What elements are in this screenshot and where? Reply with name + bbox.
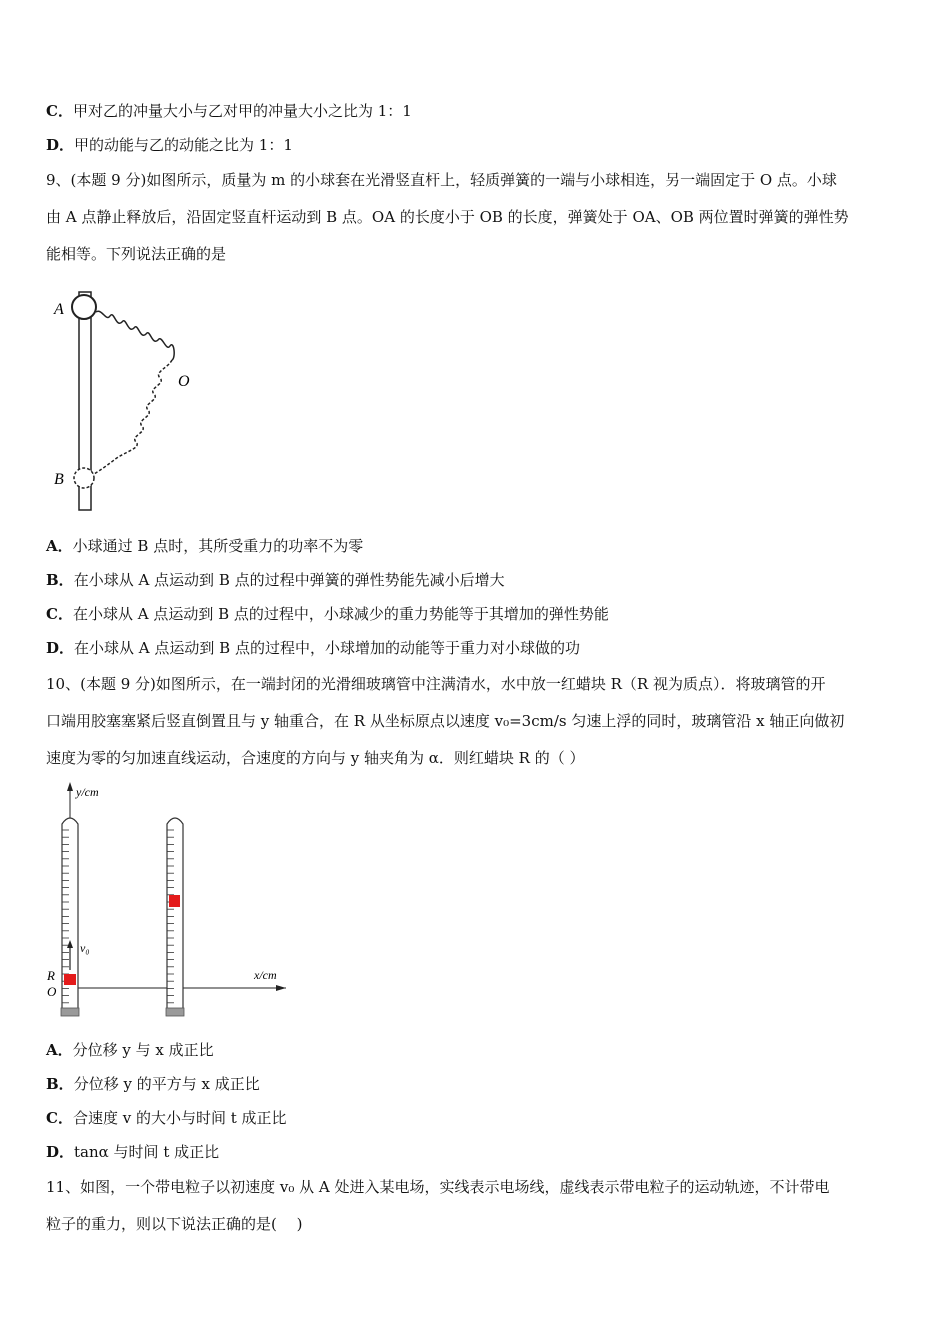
q10-option-d [46,1142,908,1162]
q9-stem-line-3: 能相等。下列说法正确的是 [46,245,227,263]
q10-option-a [46,1040,908,1060]
q9-stem-line-2: 由 A 点静止释放后，沿固定竖直杆运动到 B 点。OA 的长度小于 OB 的长度，弹簧处于 OA、OB 两位置时弹簧的弹性势 [46,208,849,226]
spring-dashed [88,360,172,478]
option-text: 分位移 y 的平方与 x 成正比 [73,1075,260,1093]
red-block-start [64,974,76,985]
option-label: A． [46,537,73,555]
q9-option-b [46,570,908,590]
q8-option-c [46,101,908,121]
q9-option-c [46,604,908,624]
q10-option-b [46,1074,908,1094]
q10-stem-line-3: 速度为零的匀加速直线运动，合速度的方向与 y 轴夹角为 α．则红蜡块 R 的（ ） [46,749,585,767]
q10-stem-line-2: 口端用胶塞塞紧后竖直倒置且与 y 轴重合，在 R 从坐标原点以速度 v₀=3cm/s 匀速上浮的同时，玻璃管沿 x 轴正向做初 [46,712,845,730]
option-text: 分位移 y 与 x 成正比 [72,1041,214,1059]
option-label: D． [46,639,75,657]
option-text: 小球通过 B 点时，其所受重力的功率不为零 [72,537,364,555]
option-text: 在小球从 A 点运动到 B 点的过程中，小球减少的重力势能等于其增加的弹性势能 [72,605,609,623]
q10-option-c [46,1108,908,1128]
option-label: B． [46,1075,74,1093]
q9-figure [44,282,204,514]
q9-option-d [46,638,908,658]
y-axis-label: y/cm [76,785,99,799]
option-text: 在小球从 A 点运动到 B 点的过程中，小球增加的动能等于重力对小球做的功 [74,639,580,657]
option-text: tanα 与时间 t 成正比 [74,1143,220,1161]
q10-stem-line-1: 10、(本题 9 分)如图所示，在一端封闭的光滑细玻璃管中注满清水，水中放一红蜡块 R（R 视为质点）．将玻璃管的开 [46,675,826,693]
glass-tube-left [61,818,79,1016]
r-label: R [47,968,55,983]
option-label: B． [46,571,74,589]
option-label: C． [46,1109,73,1127]
y-axis-arrow [67,782,73,791]
option-label: D． [46,1143,75,1161]
option-text: 甲对乙的冲量大小与乙对甲的冲量大小之比为 1：1 [72,102,412,120]
velocity-label: v₀ [80,941,90,955]
option-label: A． [46,1041,73,1059]
option-text: 在小球从 A 点运动到 B 点的过程中弹簧的弹性势能先减小后增大 [73,571,505,589]
q11-stem-line-2: 粒子的重力，则以下说法正确的是( ) [46,1215,303,1233]
q8-option-d [46,135,908,155]
option-text: 甲的动能与乙的动能之比为 1：1 [74,136,293,154]
option-label: C． [46,605,73,623]
glass-tube-right [166,818,184,1016]
red-block-moved [169,895,180,907]
ball-at-a [72,295,96,319]
q9-option-a [46,536,908,556]
label-b: B [54,471,64,488]
option-label: D． [46,136,75,154]
option-text: 合速度 v 的大小与时间 t 成正比 [72,1109,287,1127]
q11-stem-line-1: 11、如图，一个带电粒子以初速度 v₀ 从 A 处进入某电场，实线表示电场线，虚线表示带电粒子的运动轨迹，不计带电 [46,1178,830,1196]
q9-stem-line-1: 9、(本题 9 分)如图所示，质量为 m 的小球套在光滑竖直杆上，轻质弹簧的一端与小球相连，另一端固定于 O 点。小球 [46,171,837,189]
label-a: A [54,301,64,318]
ball-at-b [74,468,94,488]
q10-figure [40,780,300,1022]
x-axis-label: x/cm [254,968,277,982]
origin-label: O [47,984,57,999]
x-axis-arrow [276,985,286,991]
label-o: O [178,373,190,390]
option-label: C． [46,102,73,120]
spring-solid [96,311,174,360]
